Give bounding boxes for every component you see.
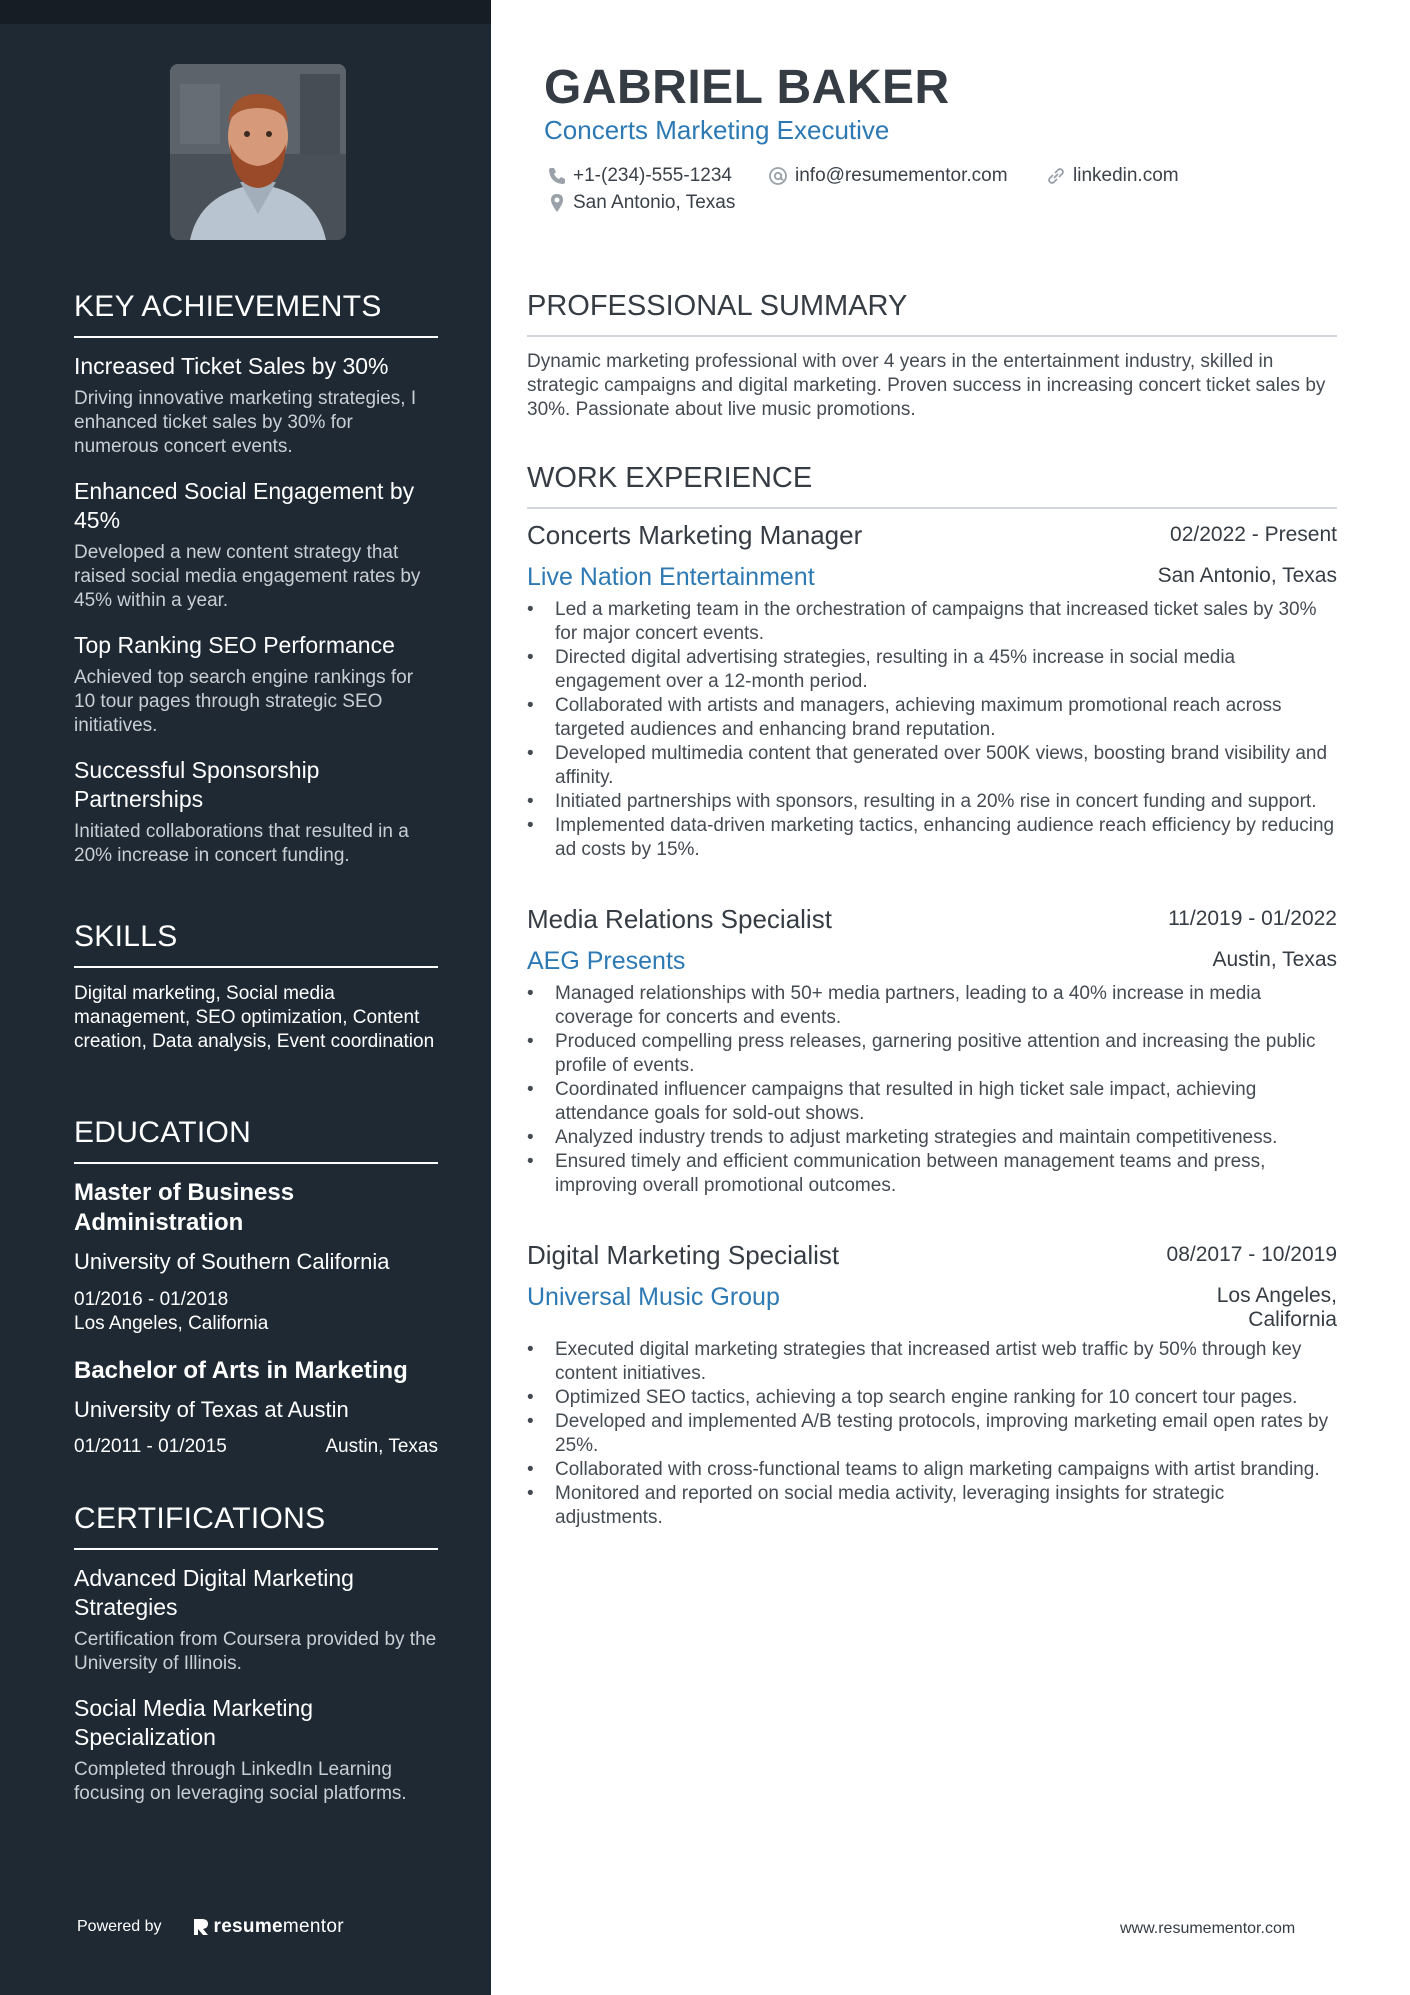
job-bullet: • Monitored and reported on social media activity, leveraging insights for strategic adjustments. <box>527 1482 1337 1530</box>
education-degree: Master of Business Administration <box>74 1179 295 1236</box>
summary-text: Dynamic marketing professional with over 4 years in the entertainment industry, skilled in strategic campaigns and digital marketing. Proven success in increasing concert ticket sales by 30%. Passionate about live music promotions. <box>527 351 1326 420</box>
job-bullet: • Ensured timely and efficient communication between management teams and press, improving overall promotional outcomes. <box>527 1150 1337 1198</box>
resumementor-logo[interactable] <box>192 1916 344 1938</box>
certifications-section <box>74 1502 438 1824</box>
achievement-title: Top Ranking SEO Performance <box>74 632 395 658</box>
job-bullets <box>527 1338 1337 1530</box>
phone-icon <box>547 166 567 186</box>
certification-desc: Certification from Coursera provided by the University of Illinois. <box>74 1629 437 1674</box>
job-dates: 11/2019 - 01/2022 <box>1168 907 1337 930</box>
location-pin-icon <box>547 193 567 213</box>
job-header-row <box>527 1240 1337 1271</box>
achievement-desc: Developed a new content strategy that raised social media engagement rates by 45% within a year. <box>74 542 421 611</box>
job-title: Media Relations Specialist <box>527 904 832 934</box>
education-location: Austin, Texas <box>325 1436 438 1457</box>
education-item <box>74 1356 438 1458</box>
achievement-desc: Initiated collaborations that resulted in a 20% increase in concert funding. <box>74 821 409 866</box>
profile-photo <box>170 64 346 240</box>
education-school: University of Texas at Austin <box>74 1397 349 1422</box>
achievement-desc: Driving innovative marketing strategies, I enhanced ticket sales by 30% for numerous concert events. <box>74 388 417 457</box>
link-icon <box>1045 166 1067 186</box>
achievement-title: Successful Sponsorship Partnerships <box>74 757 320 812</box>
job-company-row <box>527 551 1337 592</box>
job-location: Los Angeles, California <box>1216 1284 1337 1331</box>
job-bullet: • Analyzed industry trends to adjust marketing strategies and maintain competitiveness. <box>527 1126 1337 1150</box>
education-location: Los Angeles, California <box>74 1313 269 1334</box>
job-company: Live Nation Entertainment <box>527 563 815 591</box>
job-bullet: • Executed digital marketing strategies that increased artist web traffic by 50% through key content initiatives. <box>527 1338 1337 1386</box>
logo-bold-text: resume <box>213 1916 283 1937</box>
candidate-role: Concerts Marketing Executive <box>544 115 890 145</box>
job-bullet: • Directed digital advertising strategies, resulting in a 45% increase in social media engagement over a 12-month period. <box>527 646 1337 694</box>
education-meta-row <box>74 1436 438 1458</box>
powered-by-label: Powered by <box>77 1918 162 1935</box>
skills-section <box>74 920 438 1054</box>
achievement-item <box>74 756 438 868</box>
job-bullet: • Led a marketing team in the orchestration of campaigns that increased ticket sales by 30% for major concert events. <box>527 598 1337 646</box>
certification-desc: Completed through LinkedIn Learning focusing on leveraging social platforms. <box>74 1759 407 1804</box>
sidebar-top-band <box>0 0 491 24</box>
linkedin-text: linkedin.com <box>1073 165 1179 186</box>
resumementor-logo-icon <box>192 1917 210 1937</box>
job-header-row <box>527 904 1337 935</box>
sidebar <box>0 0 491 1995</box>
education-heading: EDUCATION <box>74 1116 438 1164</box>
education-dates: 01/2016 - 01/2018 <box>74 1289 229 1310</box>
achievement-title: Enhanced Social Engagement by 45% <box>74 478 415 533</box>
job-company-row <box>527 1271 1337 1332</box>
education-school: University of Southern California <box>74 1249 390 1274</box>
certification-title: Social Media Marketing Specialization <box>74 1695 314 1750</box>
skills-heading: SKILLS <box>74 920 438 968</box>
achievement-item <box>74 631 438 738</box>
phone-text: +1-(234)-555-1234 <box>573 165 732 186</box>
main-content <box>527 0 1337 1995</box>
contact-phone[interactable] <box>547 165 732 187</box>
contact-linkedin[interactable] <box>1045 165 1179 187</box>
job-location: San Antonio, Texas <box>1157 564 1337 587</box>
contact-location <box>547 192 735 214</box>
job-entry <box>527 904 1337 1198</box>
job-bullet: • Collaborated with cross-functional teams to align marketing campaigns with artist branding. <box>527 1458 1337 1482</box>
job-bullet: • Collaborated with artists and managers, achieving maximum promotional reach across targeted audiences and enhancing brand reputation. <box>527 694 1337 742</box>
job-title: Digital Marketing Specialist <box>527 1240 840 1270</box>
job-bullet: • Developed multimedia content that generated over 500K views, boosting brand visibility and affinity. <box>527 742 1337 790</box>
skills-list: Digital marketing, Social media management, SEO optimization, Content creation, Data analysis, Event coordination <box>74 983 435 1052</box>
certifications-heading: CERTIFICATIONS <box>74 1502 438 1550</box>
summary-heading: PROFESSIONAL SUMMARY <box>527 290 1337 337</box>
contact-email[interactable] <box>767 165 1008 187</box>
education-item <box>74 1178 438 1336</box>
education-section <box>74 1116 438 1458</box>
job-dates: 02/2022 - Present <box>1170 523 1337 546</box>
achievements-heading: KEY ACHIEVEMENTS <box>74 290 438 338</box>
email-text: info@resumementor.com <box>795 165 1008 186</box>
job-header-row <box>527 520 1337 551</box>
job-company-row <box>527 935 1337 976</box>
job-bullet: • Managed relationships with 50+ media partners, leading to a 40% increase in media coverage for concerts and events. <box>527 982 1337 1030</box>
job-bullets <box>527 982 1337 1198</box>
certification-item <box>74 1564 438 1676</box>
job-entry <box>527 520 1337 862</box>
job-dates: 08/2017 - 10/2019 <box>1166 1243 1337 1266</box>
achievements-section <box>74 290 438 886</box>
location-text: San Antonio, Texas <box>573 192 736 213</box>
job-company: Universal Music Group <box>527 1283 780 1311</box>
job-bullet: • Developed and implemented A/B testing protocols, improving marketing email open rates by 25%. <box>527 1410 1337 1458</box>
education-dates: 01/2011 - 01/2015 <box>74 1436 227 1457</box>
certification-title: Advanced Digital Marketing Strategies <box>74 1565 354 1620</box>
job-bullet: • Implemented data-driven marketing tactics, enhancing audience reach efficiency by reducing ad costs by 15%. <box>527 814 1337 862</box>
job-bullet: • Produced compelling press releases, garnering positive attention and increasing the public profile of events. <box>527 1030 1337 1078</box>
job-bullet: • Optimized SEO tactics, achieving a top search engine ranking for 10 concert tour pages. <box>527 1386 1337 1410</box>
at-sign-icon <box>767 166 789 186</box>
education-degree: Bachelor of Arts in Marketing <box>74 1357 408 1384</box>
experience-heading: WORK EXPERIENCE <box>527 462 1337 509</box>
job-entry <box>527 1240 1337 1530</box>
footer-website-link[interactable]: www.resumementor.com <box>1120 1920 1296 1937</box>
job-bullet: • Coordinated influencer campaigns that resulted in high ticket sale impact, achieving attendance goals for sold-out shows. <box>527 1078 1337 1126</box>
job-location: Austin, Texas <box>1212 948 1337 971</box>
job-bullets <box>527 598 1337 862</box>
achievement-item <box>74 477 438 613</box>
achievement-title: Increased Ticket Sales by 30% <box>74 353 389 379</box>
achievement-item <box>74 352 438 459</box>
job-company: AEG Presents <box>527 947 686 975</box>
job-title: Concerts Marketing Manager <box>527 520 863 550</box>
logo-rest-text: mentor <box>282 1916 344 1937</box>
candidate-name: GABRIEL BAKER <box>544 61 950 114</box>
job-bullet: • Initiated partnerships with sponsors, resulting in a 20% rise in concert funding and support. <box>527 790 1337 814</box>
achievement-desc: Achieved top search engine rankings for 10 tour pages through strategic SEO initiatives. <box>74 667 414 736</box>
certification-item <box>74 1694 438 1806</box>
powered-by <box>77 1916 344 1938</box>
